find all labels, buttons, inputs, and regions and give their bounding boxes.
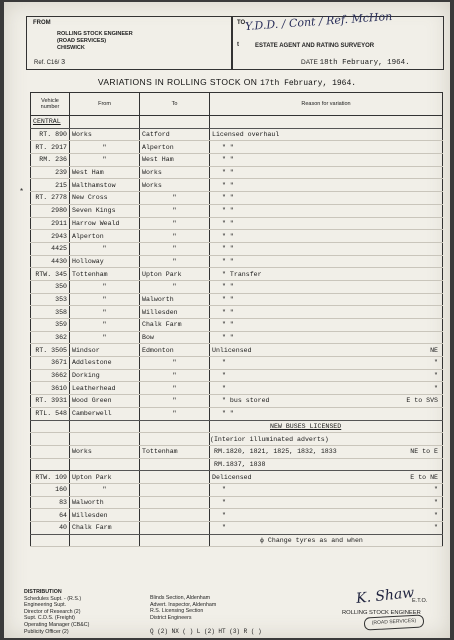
table-row xyxy=(31,255,443,268)
cell-to: " xyxy=(140,407,210,420)
reason-route: NE to E xyxy=(410,448,438,456)
cell-reason xyxy=(210,509,443,522)
cell-from: Holloway xyxy=(70,255,140,268)
cell-from xyxy=(70,116,140,129)
title-date: 17th February, 1964. xyxy=(260,79,357,88)
table-row xyxy=(31,154,443,167)
cell-vehicle: 4425 xyxy=(31,242,70,255)
reason-route: " xyxy=(434,511,438,519)
cell-from xyxy=(70,534,140,547)
table-row xyxy=(31,293,443,306)
cell-to xyxy=(140,116,210,129)
cell-from: " xyxy=(70,242,140,255)
cell-from: Harrow Weald xyxy=(70,217,140,230)
cell-to: Alperton xyxy=(140,141,210,154)
cell-vehicle: 353 xyxy=(31,293,70,306)
cell-vehicle xyxy=(31,420,70,433)
table-row xyxy=(31,433,443,446)
col-vehicle: Vehicle number xyxy=(31,93,70,116)
dist-item: Director of Research (2) xyxy=(24,608,81,615)
reason-text: " " xyxy=(222,245,234,253)
table-row xyxy=(31,128,443,141)
cell-to: " xyxy=(140,204,210,217)
dist-item: Advert. Inspector, Aldenham xyxy=(150,601,217,608)
cell-to: Edmonton xyxy=(140,344,210,357)
table-row xyxy=(31,192,443,205)
table-row xyxy=(31,509,443,522)
cell-vehicle: 2980 xyxy=(31,204,70,217)
cell-from: Seven Kings xyxy=(70,204,140,217)
cell-from: " xyxy=(70,306,140,319)
cell-from: Upton Park xyxy=(70,471,140,484)
distribution-list-right xyxy=(150,595,216,621)
table-row xyxy=(31,166,443,179)
dist-item: District Engineers xyxy=(150,614,192,621)
signature-suffix: E.T.O. xyxy=(412,598,428,604)
cell-vehicle: RT. 890 xyxy=(31,128,70,141)
cell-from: " xyxy=(70,331,140,344)
cell-to: " xyxy=(140,382,210,395)
cell-reason xyxy=(210,141,443,154)
reason-route: " xyxy=(434,524,438,532)
cell-vehicle: 2943 xyxy=(31,230,70,243)
reason-text: Licensed overhaul xyxy=(212,131,280,139)
cell-reason xyxy=(210,242,443,255)
cell-vehicle: RTW. 109 xyxy=(31,471,70,484)
cell-vehicle xyxy=(31,458,70,471)
table-row xyxy=(31,319,443,332)
distribution-label: DISTRIBUTION xyxy=(24,589,62,595)
reason-text: " xyxy=(222,498,226,506)
to-label: TO xyxy=(237,20,246,26)
cell-vehicle: 350 xyxy=(31,280,70,293)
cell-vehicle xyxy=(31,433,70,446)
table-row xyxy=(31,306,443,319)
reason-text: Delicensed xyxy=(212,473,252,481)
cell-reason xyxy=(210,268,443,281)
cell-reason xyxy=(210,293,443,306)
cell-reason xyxy=(210,471,443,484)
cell-vehicle: RTW. 345 xyxy=(31,268,70,281)
reason-route: " xyxy=(434,359,438,367)
cell-to xyxy=(140,471,210,484)
reason-text: ϕ Change tyres as and when xyxy=(260,537,363,545)
document-page xyxy=(4,2,450,638)
table-row xyxy=(31,280,443,293)
cell-vehicle: 160 xyxy=(31,483,70,496)
cell-reason xyxy=(210,395,443,408)
dist-item: Publicity Officer (2) xyxy=(24,628,69,635)
reason-text: " " xyxy=(222,295,234,303)
reason-text: " xyxy=(222,524,226,532)
reason-text: " " xyxy=(222,232,234,240)
cell-from: Works xyxy=(70,445,140,458)
table-row xyxy=(31,471,443,484)
cell-to xyxy=(140,522,210,535)
reason-route: " xyxy=(434,372,438,380)
cell-reason xyxy=(210,522,443,535)
cell-to: Upton Park xyxy=(140,268,210,281)
cell-reason xyxy=(210,420,443,433)
cell-to: Willesden xyxy=(140,306,210,319)
cell-to: Catford xyxy=(140,128,210,141)
cell-reason xyxy=(210,369,443,382)
cell-to: " xyxy=(140,217,210,230)
cell-from: New Cross xyxy=(70,192,140,205)
table-row xyxy=(31,344,443,357)
cell-reason xyxy=(210,534,443,547)
table-row xyxy=(31,217,443,230)
cell-reason xyxy=(210,319,443,332)
cell-vehicle: 359 xyxy=(31,319,70,332)
cell-from: Dorking xyxy=(70,369,140,382)
variations-table xyxy=(30,92,443,547)
reason-text: RM.1820, 1821, 1825, 1832, 1833 xyxy=(214,448,337,456)
reason-text: " xyxy=(222,511,226,519)
reason-text: " " xyxy=(222,410,234,418)
cell-to: West Ham xyxy=(140,154,210,167)
date-label: DATE xyxy=(301,59,318,66)
col-reason: Reason for variation xyxy=(210,93,443,116)
dist-item: Blinds Section, Aldenham xyxy=(150,595,211,601)
reason-text: (Interior illuminated adverts) xyxy=(210,435,329,443)
reason-route: NE xyxy=(430,346,438,354)
cell-reason xyxy=(210,280,443,293)
reason-route: E to NE xyxy=(410,473,438,481)
from-line-1: ROLLING STOCK ENGINEER xyxy=(57,31,133,37)
cell-reason xyxy=(210,116,443,129)
cell-vehicle: RT. 3505 xyxy=(31,344,70,357)
cell-to xyxy=(140,534,210,547)
cell-from xyxy=(70,420,140,433)
cell-from xyxy=(70,433,140,446)
cell-vehicle: 3662 xyxy=(31,369,70,382)
reason-text: " Transfer xyxy=(222,270,262,278)
table-row xyxy=(31,116,443,129)
cell-reason xyxy=(210,217,443,230)
reason-route: " xyxy=(434,486,438,494)
reason-text: " " xyxy=(222,257,234,265)
ref-value: 3 xyxy=(61,59,66,67)
cell-from: " xyxy=(70,154,140,167)
cell-vehicle xyxy=(31,534,70,547)
table-row xyxy=(31,268,443,281)
to-line: ESTATE AGENT AND RATING SURVEYOR xyxy=(255,43,375,49)
cell-reason xyxy=(210,382,443,395)
reason-text: " " xyxy=(222,143,234,151)
table-row xyxy=(31,496,443,509)
table-row xyxy=(31,242,443,255)
cell-from: Chalk Farm xyxy=(70,522,140,535)
cell-vehicle: 3610 xyxy=(31,382,70,395)
dist-item: Supt. C.D.S. (Freight) xyxy=(24,615,75,622)
cell-reason xyxy=(210,357,443,370)
dist-item: Schedules Supt. - (R.S.) xyxy=(24,595,82,602)
cell-reason xyxy=(210,166,443,179)
reason-text: " " xyxy=(222,169,234,177)
reason-text: " xyxy=(222,359,226,367)
cell-reason xyxy=(210,255,443,268)
cell-reason xyxy=(210,154,443,167)
reason-text: " bus stored xyxy=(222,397,270,405)
table-row xyxy=(31,141,443,154)
cell-vehicle: RM. 236 xyxy=(31,154,70,167)
signature: K. Shaw xyxy=(355,584,415,608)
reason-text: " " xyxy=(222,194,234,202)
cell-vehicle: RT. 2778 xyxy=(31,192,70,205)
table-row xyxy=(31,483,443,496)
table-row xyxy=(31,331,443,344)
ref-label: Ref. C16/ xyxy=(34,60,60,66)
cell-to xyxy=(140,483,210,496)
table-row xyxy=(31,407,443,420)
cell-from: Alperton xyxy=(70,230,140,243)
cell-reason xyxy=(210,204,443,217)
cell-reason xyxy=(210,230,443,243)
cell-from: Camberwell xyxy=(70,407,140,420)
dist-item: Operating Manager (CB&C) xyxy=(24,621,90,628)
cell-reason xyxy=(210,306,443,319)
cell-from: Walworth xyxy=(70,496,140,509)
office-stamp: (ROAD SERVICES) xyxy=(364,614,425,630)
cell-to: " xyxy=(140,255,210,268)
cell-to xyxy=(140,509,210,522)
table-row xyxy=(31,357,443,370)
reason-text: " xyxy=(222,486,226,494)
reason-text: " " xyxy=(222,219,234,227)
table-row xyxy=(31,458,443,471)
table-row xyxy=(31,369,443,382)
cell-reason xyxy=(210,433,443,446)
table-row xyxy=(31,204,443,217)
cell-from: Walthamstow xyxy=(70,179,140,192)
cell-reason xyxy=(210,483,443,496)
cell-from: " xyxy=(70,141,140,154)
cell-to xyxy=(140,496,210,509)
cell-vehicle: 239 xyxy=(31,166,70,179)
reason-text: " " xyxy=(222,181,234,189)
cell-to: Tottenham xyxy=(140,445,210,458)
table-row xyxy=(31,382,443,395)
handwritten-note: Y.D.D. / Cont / Ref. McHon xyxy=(244,9,393,34)
cell-to xyxy=(140,458,210,471)
cell-reason xyxy=(210,192,443,205)
cell-from: Addlestone xyxy=(70,357,140,370)
dist-item: Engineering Supt. xyxy=(24,602,67,609)
cell-from: Works xyxy=(70,128,140,141)
cell-reason xyxy=(210,458,443,471)
cell-reason xyxy=(210,179,443,192)
cell-from: Leatherhead xyxy=(70,382,140,395)
cell-to xyxy=(140,433,210,446)
reason-text: " " xyxy=(222,321,234,329)
cell-to: " xyxy=(140,230,210,243)
cell-vehicle: 64 xyxy=(31,509,70,522)
cell-from: " xyxy=(70,293,140,306)
cell-vehicle: 2911 xyxy=(31,217,70,230)
cell-from: " xyxy=(70,280,140,293)
cell-to: Works xyxy=(140,179,210,192)
cell-to: " xyxy=(140,357,210,370)
reason-text: " xyxy=(222,372,226,380)
page-title xyxy=(4,77,450,88)
cell-from: West Ham xyxy=(70,166,140,179)
cell-reason xyxy=(210,496,443,509)
reason-text: " " xyxy=(222,156,234,164)
table-header-row xyxy=(31,93,443,116)
cell-to: Bow xyxy=(140,331,210,344)
cell-vehicle: RT. 3931 xyxy=(31,395,70,408)
from-line-2: (ROAD SERVICES) xyxy=(57,38,107,44)
cell-vehicle: 83 xyxy=(31,496,70,509)
cell-to: Chalk Farm xyxy=(140,319,210,332)
reason-text: RM.1837, 1838 xyxy=(214,460,266,468)
table-row xyxy=(31,230,443,243)
cell-to: " xyxy=(140,242,210,255)
reference xyxy=(34,59,65,67)
reason-route: " xyxy=(434,498,438,506)
distribution-list xyxy=(24,589,89,635)
cell-reason xyxy=(210,344,443,357)
reason-text: Unlicensed xyxy=(212,346,252,354)
title-text: VARIATIONS IN ROLLING STOCK ON xyxy=(97,77,258,87)
table-row xyxy=(31,534,443,547)
reason-text: NEW BUSES LICENSED xyxy=(270,422,342,430)
cell-vehicle: 40 xyxy=(31,522,70,535)
cell-from: Windsor xyxy=(70,344,140,357)
cell-from: Tottenham xyxy=(70,268,140,281)
reason-text: " " xyxy=(222,334,234,342)
to-box xyxy=(232,9,444,70)
table-row xyxy=(31,445,443,458)
cell-reason xyxy=(210,331,443,344)
cell-to: Walworth xyxy=(140,293,210,306)
cell-reason xyxy=(210,407,443,420)
reason-route: E to SVS xyxy=(406,397,438,405)
cell-vehicle: 358 xyxy=(31,306,70,319)
reason-text: " " xyxy=(222,308,234,316)
cell-to: " xyxy=(140,192,210,205)
signature-title: ROLLING STOCK ENGINEER xyxy=(342,610,421,616)
reason-text: " " xyxy=(222,283,234,291)
cell-to xyxy=(140,420,210,433)
cell-vehicle: RTL. 548 xyxy=(31,407,70,420)
cell-from: " xyxy=(70,483,140,496)
to-marker: t xyxy=(237,42,239,48)
reason-text: " " xyxy=(222,207,234,215)
table-row xyxy=(31,395,443,408)
cell-vehicle: 3671 xyxy=(31,357,70,370)
col-from: From xyxy=(70,93,140,116)
cell-vehicle xyxy=(31,445,70,458)
cell-reason xyxy=(210,128,443,141)
cell-to: " xyxy=(140,369,210,382)
from-line-3: CHISWICK xyxy=(57,45,85,51)
date-field xyxy=(301,59,410,67)
distribution-codes: Q (2) NX ( ) L (2) HT (3) R ( ) xyxy=(150,628,262,635)
reason-text: " xyxy=(222,384,226,392)
cell-vehicle: 362 xyxy=(31,331,70,344)
cell-vehicle: 215 xyxy=(31,179,70,192)
table-row xyxy=(31,179,443,192)
cell-from: " xyxy=(70,319,140,332)
cell-reason xyxy=(210,445,443,458)
asterisk-mark: * xyxy=(20,187,24,196)
cell-vehicle: 4430 xyxy=(31,255,70,268)
cell-to: " xyxy=(140,280,210,293)
col-to: To xyxy=(140,93,210,116)
reason-route: " xyxy=(434,384,438,392)
cell-from xyxy=(70,458,140,471)
cell-from: Wood Green xyxy=(70,395,140,408)
cell-vehicle: RT. 2917 xyxy=(31,141,70,154)
dist-item: R.S. Licensing Section xyxy=(150,608,204,615)
table-row xyxy=(31,522,443,535)
cell-to: " xyxy=(140,395,210,408)
table-row xyxy=(31,420,443,433)
date-value: 18th February, 1964. xyxy=(319,59,410,67)
from-label: FROM xyxy=(33,20,51,26)
cell-vehicle: CENTRAL xyxy=(31,116,70,129)
cell-from: Willesden xyxy=(70,509,140,522)
cell-to: Works xyxy=(140,166,210,179)
